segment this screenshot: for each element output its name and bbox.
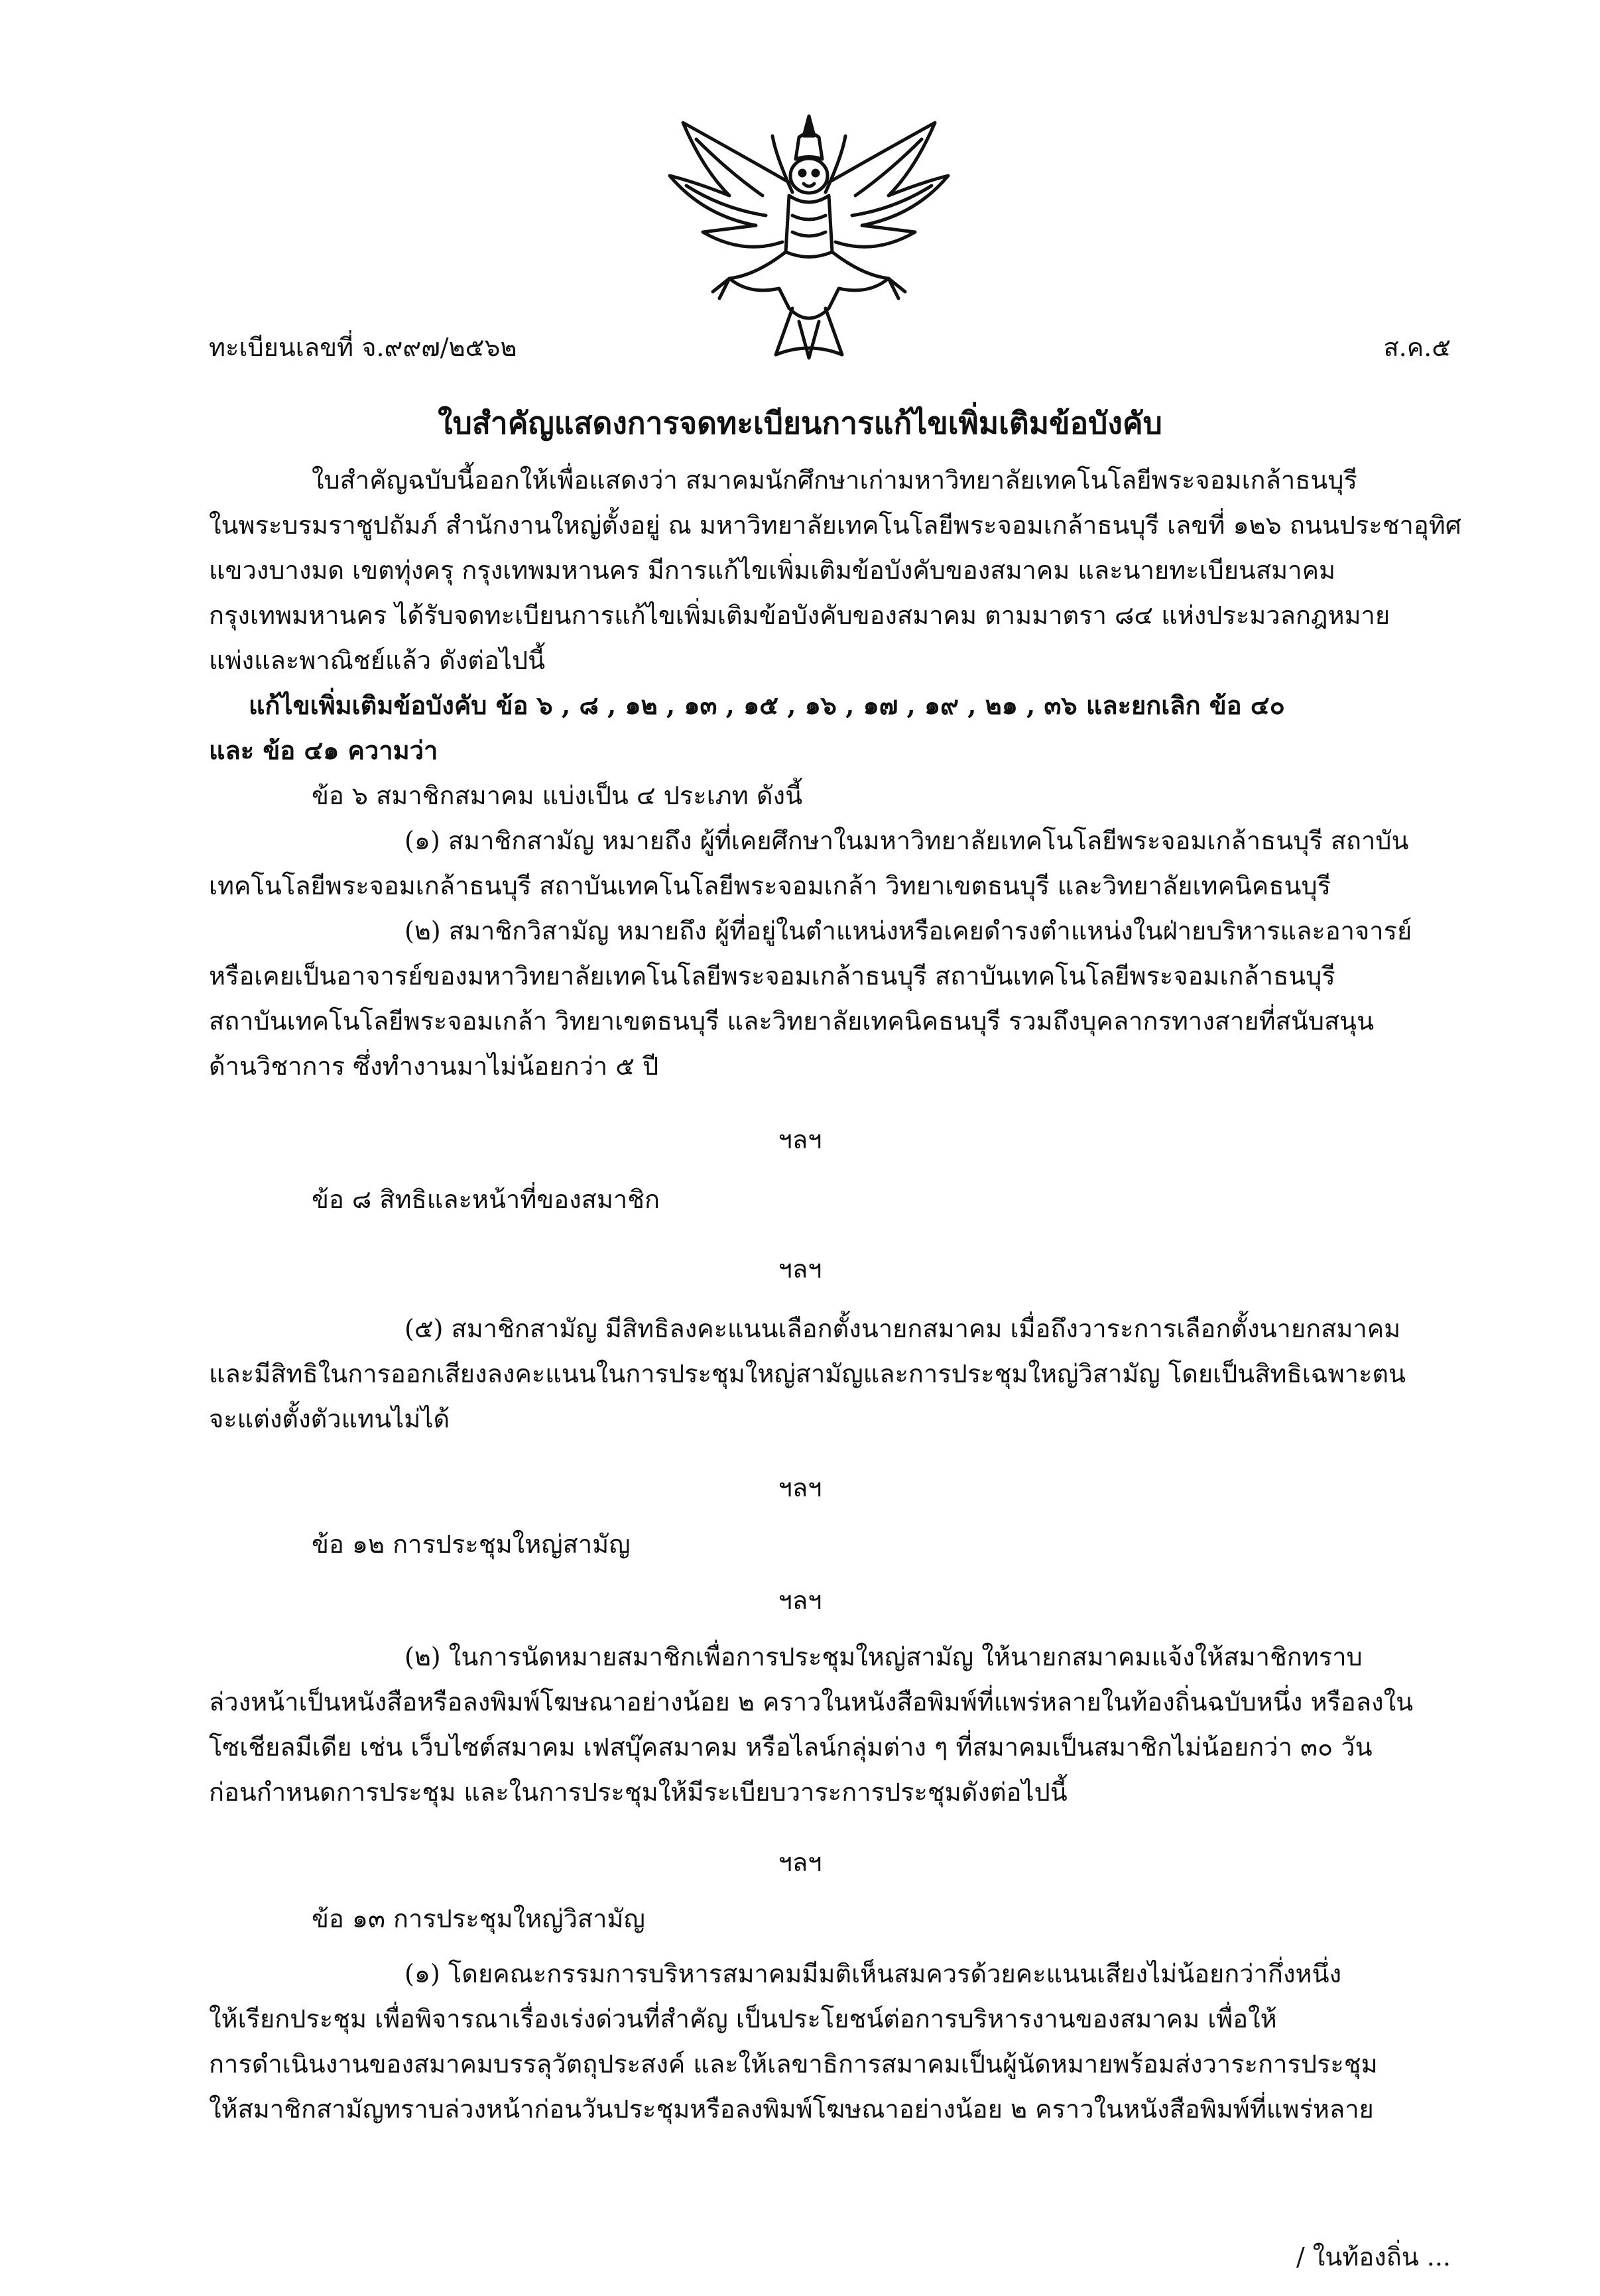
ellipsis-mark: ฯลฯ	[778, 1848, 822, 1877]
intro-line: แขวงบางมด เขตทุ่งครุ กรุงเทพมหานคร มีการแก้ไขเพิ่มเติมข้อบังคับของสมาคม และนายทะเบียนสมาคม	[209, 556, 1336, 585]
clause-8-item-5: (๕) สมาชิกสามัญ มีสิทธิลงคะแนนเลือกตั้งนายกสมาคม เมื่อถึงวาระการเลือกตั้งนายกสมาคม	[404, 1314, 1401, 1343]
registration-number: ทะเบียนเลขที่ จ.๙๙๗/๒๕๖๒	[209, 333, 517, 362]
document-title: ใบสำคัญแสดงการจดทะเบียนการแก้ไขเพิ่มเติมข้อบังคับ	[438, 405, 1162, 441]
clause-8-heading: ข้อ ๘ สิทธิและหน้าที่ของสมาชิก	[312, 1185, 660, 1214]
clause-12-item-2: ก่อนกำหนดการประชุม และในการประชุมให้มีระเบียบวาระการประชุมดังต่อไปนี้	[209, 1778, 1068, 1807]
clause-13-heading: ข้อ ๑๓ การประชุมใหญ่วิสามัญ	[312, 1904, 645, 1933]
garuda-emblem-icon	[656, 109, 961, 368]
continuation-note: / ในท้องถิ่น ...	[1296, 2242, 1451, 2271]
intro-line: แพ่งและพาณิชย์แล้ว ดังต่อไปนี้	[209, 646, 546, 675]
clause-6-item-2: ด้านวิชาการ ซึ่งทำงานมาไม่น้อยกว่า ๕ ปี	[209, 1052, 659, 1081]
clause-6-item-2: (๒) สมาชิกวิสามัญ หมายถึง ผู้ที่อยู่ในตำแหน่งหรือเคยดำรงตำแหน่งในฝ่ายบริหารและอาจารย์	[404, 916, 1412, 945]
clause-13-item-1: การดำเนินงานของสมาคมบรรลุวัตถุประสงค์ และให้เลขาธิการสมาคมเป็นผู้นัดหมายพร้อมส่งวาระการประชุม	[209, 2049, 1378, 2079]
form-code: ส.ค.๕	[1383, 333, 1451, 362]
clause-6-item-2: สถาบันเทคโนโลยีพระจอมเกล้า วิทยาเขตธนบุรี และวิทยาลัยเทคนิคธนบุรี รวมถึงบุคลากรทางสายที่สนับสนุน	[209, 1006, 1375, 1036]
clause-13-item-1: ให้สมาชิกสามัญทราบล่วงหน้าก่อนวันประชุมหรือลงพิมพ์โฆษณาอย่างน้อย ๒ คราวในหนังสือพิมพ์ที่แพร่หลาย	[209, 2094, 1374, 2124]
clause-6-heading: ข้อ ๖ สมาชิกสมาคม แบ่งเป็น ๔ ประเภท ดังนี้	[312, 781, 803, 810]
ellipsis-mark: ฯลฯ	[778, 1125, 822, 1154]
clause-13-item-1: (๑) โดยคณะกรรมการบริหารสมาคมมีมติเห็นสมควรด้วยคะแนนเสียงไม่น้อยกว่ากึ่งหนึ่ง	[404, 1959, 1342, 1988]
clause-6-item-2: หรือเคยเป็นอาจารย์ของมหาวิทยาลัยเทคโนโลยีพระจอมเกล้าธนบุรี สถาบันเทคโนโลยีพระจอมเกล้าธนบุรี	[209, 961, 1335, 991]
clause-12-item-2: (๒) ในการนัดหมายสมาชิกเพื่อการประชุมใหญ่สามัญ ให้นายกสมาคมแจ้งให้สมาชิกทราบ	[404, 1642, 1363, 1671]
amend-heading: แก้ไขเพิ่มเติมข้อบังคับ ข้อ ๖ , ๘ , ๑๒ , ๑๓ , ๑๕ , ๑๖ , ๑๗ , ๑๙ , ๒๑ , ๓๖ และยกเลิก ข้อ ๔๐	[249, 690, 1285, 720]
intro-line: ใบสำคัญฉบับนี้ออกให้เพื่อแสดงว่า สมาคมนักศึกษาเก่ามหาวิทยาลัยเทคโนโลยีพระจอมเกล้าธนบุรี	[312, 465, 1357, 495]
intro-line: ในพระบรมราชูปถัมภ์ สำนักงานใหญ่ตั้งอยู่ ณ มหาวิทยาลัยเทคโนโลยีพระจอมเกล้าธนบุรี เลขที่ ๑๒๖ ถนนประชาอุทิศ	[209, 511, 1461, 540]
clause-6-item-1: (๑) สมาชิกสามัญ หมายถึง ผู้ที่เคยศึกษาในมหาวิทยาลัยเทคโนโลยีพระจอมเกล้าธนบุรี สถาบัน	[404, 826, 1409, 855]
clause-13-item-1: ให้เรียกประชุม เพื่อพิจารณาเรื่องเร่งด่วนที่สำคัญ เป็นประโยชน์ต่อการบริหารงานของสมาคม เพื่อให้	[209, 2004, 1277, 2033]
clause-12-heading: ข้อ ๑๒ การประชุมใหญ่สามัญ	[312, 1530, 631, 1559]
amend-heading: และ ข้อ ๔๑ ความว่า	[209, 735, 438, 765]
clause-8-item-5: และมีสิทธิในการออกเสียงลงคะแนนในการประชุมใหญ่สามัญและการประชุมใหญ่วิสามัญ โดยเป็นสิทธิเฉพาะตน	[209, 1359, 1406, 1388]
intro-line: กรุงเทพมหานคร ได้รับจดทะเบียนการแก้ไขเพิ่มเติมข้อบังคับของสมาคม ตามมาตรา ๘๔ แห่งประมวลกฎหมาย	[209, 601, 1390, 630]
clause-6-item-1: เทคโนโลยีพระจอมเกล้าธนบุรี สถาบันเทคโนโลยีพระจอมเกล้า วิทยาเขตธนบุรี และวิทยาลัยเทคนิคธนบุรี	[209, 871, 1331, 900]
ellipsis-mark: ฯลฯ	[778, 1254, 822, 1284]
ellipsis-mark: ฯลฯ	[778, 1586, 822, 1615]
clause-8-item-5: จะแต่งตั้งตัวแทนไม่ได้	[209, 1404, 450, 1433]
clause-12-item-2: โซเชียลมีเดีย เช่น เว็บไซต์สมาคม เฟสบุ๊คสมาคม หรือไลน์กลุ่มต่าง ๆ ที่สมาคมเป็นสมาชิกไม่น้อยกว่า ๓๐ วัน	[209, 1732, 1373, 1762]
clause-12-item-2: ล่วงหน้าเป็นหนังสือหรือลงพิมพ์โฆษณาอย่างน้อย ๒ คราวในหนังสือพิมพ์ที่แพร่หลายในท้องถิ่นฉบับหนึ่ง หรือลงใน	[209, 1687, 1414, 1717]
ellipsis-mark: ฯลฯ	[778, 1473, 822, 1502]
